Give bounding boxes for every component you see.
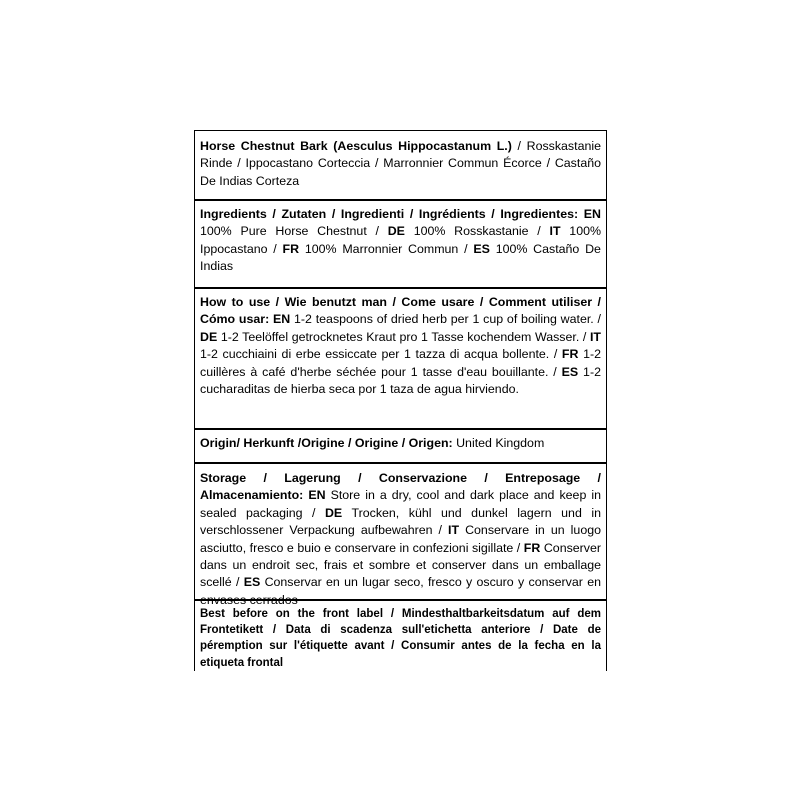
divider [195, 428, 606, 430]
ingredients-section [200, 206, 601, 276]
product-title [200, 138, 601, 190]
storage-en-text: Store in a dry, cool and dark place and keep in sealed packaging / [200, 488, 601, 520]
divider [195, 287, 606, 289]
how-to-use-en-code: EN [273, 312, 291, 327]
product-title-translations: / Rosskastanie Rinde / Ippocastano Corteccia / Marronnier Commun Écorce / Castaño De Indias Corteza [200, 139, 602, 188]
ingredients-fr-code: FR [282, 241, 300, 256]
how-to-use-de-text: 1-2 Teelöffel getrocknetes Kraut pro 1 Tasse kochendem Wasser. / [220, 329, 587, 344]
storage-it-code: IT [448, 523, 460, 538]
how-to-use-es-text: 1-2 cucharaditas de hierba seca por 1 taza de agua hirviendo. [200, 364, 601, 397]
origin-heading: Origin/ Herkunft /Origine / Origine / Origen: [200, 436, 453, 450]
how-to-use-it-code: IT [589, 329, 601, 344]
how-to-use-fr-code: FR [561, 347, 579, 362]
storage-section [200, 470, 601, 609]
how-to-use-it-text: 1-2 cucchiaini di erbe essiccate per 1 tazza di acqua bollente. / [200, 347, 558, 362]
ingredients-es-code: ES [473, 241, 490, 256]
divider [195, 599, 606, 601]
origin-value: United Kingdom [456, 436, 545, 450]
ingredients-fr-text: 100% Marronnier Commun / [304, 241, 468, 256]
ingredients-es-text: 100% Castaño De Indias [200, 241, 601, 274]
storage-fr-text: Conserver dans un endroit sec, frais et sombre et conserver dans un emballage scellé / [200, 540, 602, 590]
storage-es-code: ES [243, 575, 261, 590]
ingredients-it-text: 100% Ippocastano / [200, 224, 601, 256]
origin-section [200, 435, 601, 452]
storage-de-code: DE [324, 505, 343, 520]
ingredients-it-code: IT [549, 224, 561, 239]
storage-en-code: EN [308, 488, 326, 503]
ingredients-en-code: EN [583, 207, 601, 221]
product-label [194, 130, 607, 671]
storage-fr-code: FR [523, 540, 541, 555]
ingredients-heading: Ingredients / Zutaten / Ingredienti / Ingrédients / Ingredientes: [200, 207, 579, 221]
divider [195, 199, 606, 201]
storage-es-text: Conservar en un lugar seco, fresco y oscuro y conservar en [264, 575, 601, 590]
how-to-use-section [200, 294, 601, 398]
product-title-bold: Horse Chestnut Bark (Aesculus Hippocastanum L.) [200, 139, 512, 153]
divider [195, 462, 606, 464]
ingredients-en-text: 100% Pure Horse Chestnut / [200, 224, 379, 239]
how-to-use-fr-text: 1-2 cuillères à café d'herbe séchée pour 1 tasse d'eau bouillante. / [200, 347, 601, 379]
how-to-use-de-code: DE [200, 329, 218, 344]
storage-it-text: Conservare in un luogo asciutto, fresco e buio e conservare in confezioni sigillate / [200, 523, 601, 555]
how-to-use-es-code: ES [561, 364, 579, 379]
storage-de-text: Trocken, kühl und dunkel lagern und in verschlossener Verpackung aufbewahren / [200, 505, 601, 538]
how-to-use-heading: How to use / Wie benutzt man / Come usare / Comment utiliser / Cómo usar: [200, 295, 601, 327]
best-before-section: Best before on the front label / Mindesthaltbarkeitsdatum auf dem Frontetikett / Data di scadenza sull'etichetta anteriore / Date de péremption sur l'étiquette avant / Consumir antes de la fecha en la etiqueta frontal [200, 608, 601, 669]
storage-heading: Storage / Lagerung / Conservazione / Entreposage / Almacenamiento: [200, 471, 601, 503]
ingredients-de-code: DE [387, 224, 405, 239]
how-to-use-en-text: 1-2 teaspoons of dried herb per 1 cup of boiling water. / [294, 312, 601, 327]
ingredients-de-text: 100% Rosskastanie / [413, 224, 541, 239]
